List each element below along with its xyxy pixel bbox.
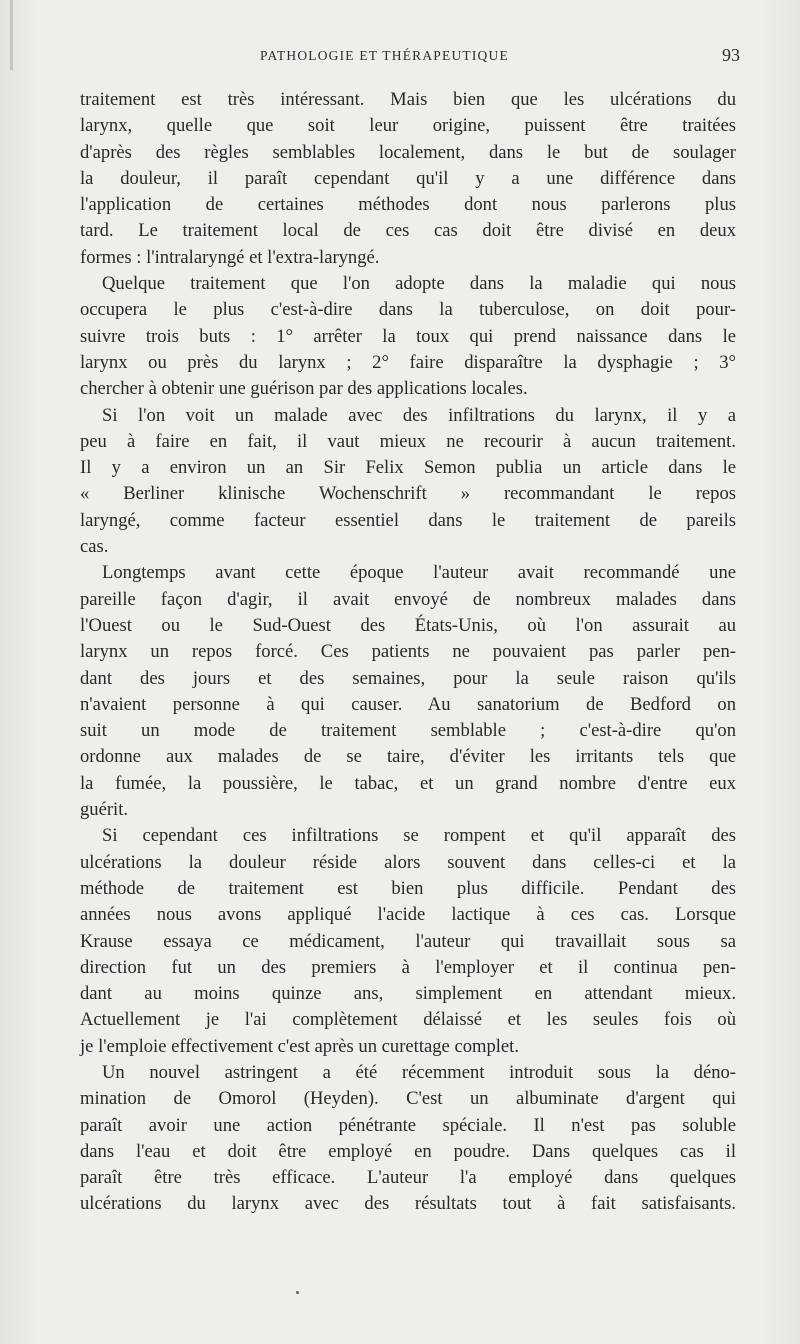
body-text (80, 87, 736, 1218)
ink-speck (296, 1291, 299, 1294)
text-line: d'après des règles semblables localement, dans le but de soulager (80, 141, 736, 163)
page-header (80, 46, 740, 70)
text-line: direction fut un des premiers à l'employer et il continua pen- (80, 956, 736, 978)
running-title: PATHOLOGIE ET THÉRAPEUTIQUE (260, 48, 509, 63)
text-line: la fumée, la poussière, le tabac, et un grand nombre d'entre eux (80, 772, 736, 794)
text-line: ulcérations du larynx avec des résultats tout à fait satisfaisants. (80, 1193, 736, 1215)
text-line: larynx, quelle que soit leur origine, puissent être traitées (80, 115, 736, 137)
text-line: paraît être très efficace. L'auteur l'a employé dans quelques (80, 1167, 736, 1189)
text-line: tard. Le traitement local de ces cas doit être divisé en deux (80, 220, 736, 242)
text-line: Actuellement je l'ai complètement délaissé et les seules fois où (80, 1009, 736, 1031)
text-line: dans l'eau et doit être employé en poudre. Dans quelques cas il (80, 1140, 736, 1162)
text-line: suivre trois buts : 1° arrêter la toux qui prend naissance dans le (80, 325, 736, 347)
text-line: la douleur, il paraît cependant qu'il y a une différence dans (80, 167, 736, 189)
text-line: l'Ouest ou le Sud-Ouest des États-Unis, où l'on assurait au (80, 614, 736, 636)
text-line: traitement est très intéressant. Mais bien que les ulcérations du (80, 89, 736, 110)
text-line: mination de Omorol (Heyden). C'est un albuminate d'argent qui (80, 1088, 736, 1110)
text-line: Un nouvel astringent a été récemment introduit sous la déno- (102, 1061, 736, 1083)
text-line: Quelque traitement que l'on adopte dans la maladie qui nous (102, 273, 736, 295)
text-line: occupera le plus c'est-à-dire dans la tuberculose, on doit pour- (80, 299, 736, 321)
text-line: pareille façon d'agir, il avait envoyé de nombreux malades dans (80, 588, 736, 610)
scan-edge-shadow (10, 0, 13, 70)
text-line: suit un mode de traitement semblable ; c'est-à-dire qu'on (80, 720, 736, 742)
text-line: méthode de traitement est bien plus difficile. Pendant des (80, 877, 736, 899)
text-line: l'application de certaines méthodes dont nous parlerons plus (80, 194, 736, 216)
text-line: Krause essaya ce médicament, l'auteur qui travaillait sous sa (80, 930, 736, 952)
text-line: Si l'on voit un malade avec des infiltrations du larynx, il y a (102, 404, 736, 426)
text-line: larynx ou près du larynx ; 2° faire disparaître la dysphagie ; 3° (80, 351, 736, 373)
text-line: paraît avoir une action pénétrante spéciale. Il n'est pas soluble (80, 1114, 736, 1136)
text-line: Longtemps avant cette époque l'auteur avait recommandé une (102, 562, 736, 584)
text-line: cas. (80, 536, 109, 558)
text-line: peu à faire en fait, il vaut mieux ne recourir à aucun traitement. (80, 430, 736, 452)
text-line: dant des jours et des semaines, pour la seule raison qu'ils (80, 667, 736, 689)
text-line: formes : l'intralaryngé et l'extra-laryngé. (80, 246, 380, 268)
text-line: dant au moins quinze ans, simplement en attendant mieux. (80, 983, 736, 1005)
text-line: larynx un repos forcé. Ces patients ne pouvaient pas parler pen- (80, 641, 736, 663)
text-line: n'avaient personne à qui causer. Au sanatorium de Bedford on (80, 693, 736, 715)
text-line: ordonne aux malades de se taire, d'éviter les irritants tels que (80, 746, 736, 768)
text-line: années nous avons appliqué l'acide lactique à ces cas. Lorsque (80, 904, 736, 926)
text-line: laryngé, comme facteur essentiel dans le traitement de pareils (80, 509, 736, 531)
text-line: guérit. (80, 799, 129, 821)
text-line: chercher à obtenir une guérison par des applications locales. (80, 378, 528, 400)
text-line: je l'emploie effectivement c'est après un curettage complet. (80, 1035, 519, 1057)
page-number: 93 (722, 45, 740, 65)
text-line: Il y a environ un an Sir Felix Semon publia un article dans le (80, 457, 736, 479)
text-line: « Berliner klinische Wochenschrift » recommandant le repos (80, 483, 736, 505)
text-line: ulcérations la douleur réside alors souvent dans celles-ci et la (80, 851, 736, 873)
text-line: Si cependant ces infiltrations se rompent et qu'il apparaît des (102, 825, 736, 847)
